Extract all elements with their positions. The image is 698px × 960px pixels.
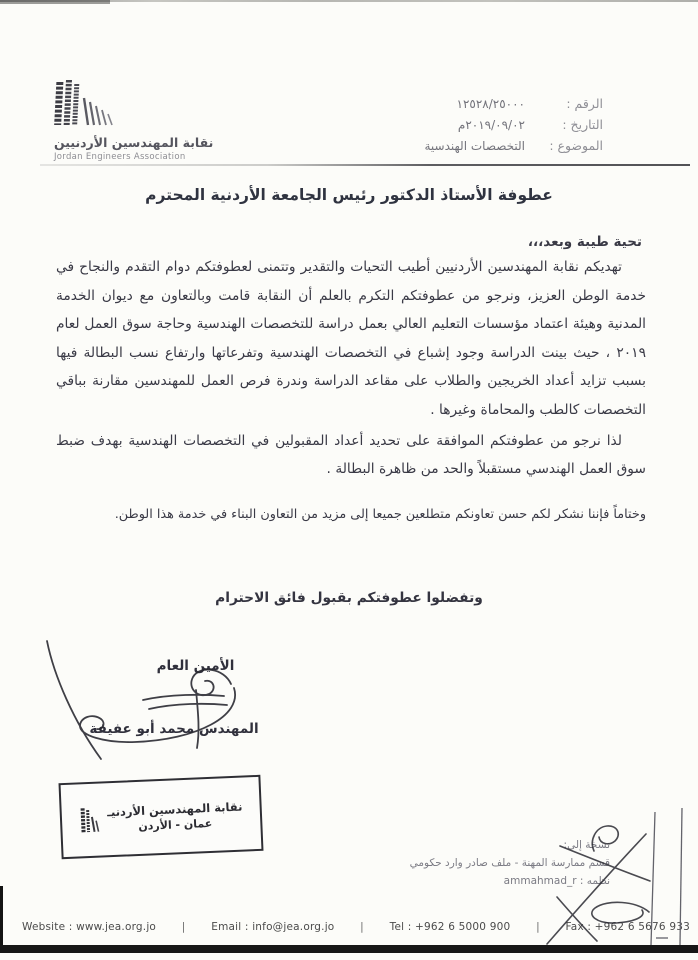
footer-divider-2: | bbox=[360, 921, 364, 933]
paragraph-1: تهديكم نقابة المهندسين الأردنيين أطيب التحيات والتقدير وتتمنى لعطوفتكم دوام التقدم والنجاح في خدمة الوطن العزيز، ونرجو من عطوفتكم التكرم بالعلم أن النقابة قامت وبالتعاون مع ديوان الخدمة المدنية وهيئة اعتماد مؤسسات التعليم العالي بعمل دراسة للتخصصات الهندسية وحاجة سوق العمل لعام ٢٠١٩ ، حيث بينت الدراسة وجود إشباع في التخصصات الهندسية وتفرعاتها وارتفاع نسب البطالة فيها بسبب تزايد أعداد الخريجين والطلاب على مقاعد الدراسة وندرة فرص العمل للمهندسين مقارنة بباقي التخصصات كالطب والمحاماة وغيرها . bbox=[56, 259, 646, 418]
stamp-logo-icon bbox=[79, 807, 102, 834]
salutation: تحية طيبة وبعد،،، bbox=[527, 234, 642, 250]
footer-divider-1: | bbox=[181, 921, 186, 933]
footer-email: Email : info@jea.org.jo bbox=[211, 921, 335, 933]
signatory-title: الأمين العام bbox=[156, 658, 235, 674]
stamp-line1: نقابة المهندسين الأردنيـ bbox=[106, 799, 243, 819]
letter-meta bbox=[343, 96, 603, 159]
org-name-arabic: نقابة المهندسين الأردنيين bbox=[54, 135, 214, 150]
association-stamp bbox=[58, 775, 263, 859]
number-label: الرقم : bbox=[566, 96, 603, 111]
meta-row-date bbox=[343, 117, 603, 138]
paragraph-2: لذا نرجو من عطوفتكم الموافقة على تحديد أعداد المقبولين في التخصصات الهندسية بهدف ضبط سوق العمل الهندسي مستقبلاً والحد من ظاهرة البطالة . bbox=[56, 432, 646, 478]
copy-note-line1: قسم ممارسة المهنة - ملف صادر وارد حكومي bbox=[409, 857, 610, 869]
stamp-line2: عمان - الأردن bbox=[138, 816, 213, 833]
signatory-name: المهندس محمد أبو عفيفة bbox=[89, 721, 259, 737]
jea-logo-icon bbox=[54, 80, 116, 126]
date-label: التاريخ : bbox=[562, 117, 603, 132]
footer-divider-3: | bbox=[536, 921, 540, 933]
header-divider bbox=[40, 164, 690, 166]
org-name-english: Jordan Engineers Association bbox=[54, 152, 186, 162]
footer-website: Website : www.jea.org.jo bbox=[22, 921, 157, 933]
copy-note bbox=[370, 836, 610, 890]
addressee-line: عطوفة الأستاذ الدكتور رئيس الجامعة الأردنية المحترم bbox=[145, 186, 553, 204]
copy-note-line2: نظمه : ammahmad_r bbox=[503, 875, 610, 887]
meta-row-number bbox=[343, 96, 603, 117]
footer-tel: Tel : +962 6 5000 900 bbox=[389, 921, 511, 933]
date-value: ٢٠١٩/٠٩/٠٢م bbox=[457, 118, 525, 132]
scan-left-edge-artifact bbox=[0, 886, 3, 952]
subject-value: التخصصات الهندسية bbox=[424, 139, 525, 153]
number-value: ١٢٥٢٨/٢٥٠٠٠ bbox=[456, 97, 525, 111]
scan-top-corner-artifact bbox=[0, 0, 110, 4]
closing-line: وتفضلوا عطوفتكم بقبول فائق الاحترام bbox=[215, 590, 483, 606]
meta-row-subject bbox=[343, 138, 603, 159]
footer-fax: Fax : +962 6 5676 933 bbox=[565, 921, 690, 933]
letterhead bbox=[54, 80, 224, 162]
letter-body bbox=[56, 253, 646, 529]
footer-contact-bar bbox=[22, 921, 690, 933]
scan-bottom-edge-artifact bbox=[0, 945, 698, 953]
paragraph-3: وختاماً فإننا نشكر لكم حسن تعاونكم متطلعين جميعا إلى مزيد من التعاون البناء في خدمة هذا الوطن. bbox=[114, 506, 646, 522]
subject-label: الموضوع : bbox=[549, 138, 603, 153]
stamp-text bbox=[107, 799, 244, 834]
copy-note-label: نسخة إلى: bbox=[563, 839, 610, 851]
